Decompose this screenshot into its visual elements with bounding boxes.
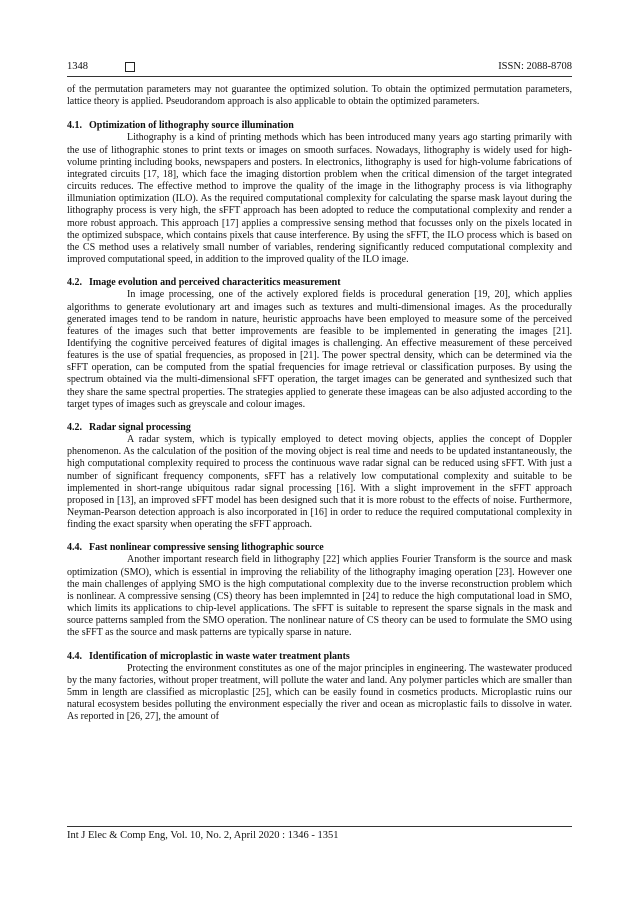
section-heading: [67, 120, 572, 132]
section-paragraph: A radar system, which is typically employed to detect moving objects, applies the concept of Doppler phenomenon. As the calculation of the position of the moving object is real time and needs to be updated instantaneously, the high computational complexity required to process the continuous wave radar signal can be reduced using sFFT. With just a number of significant frequency components, sFFT has a relatively low computational complexity and suitable to be implemented in short-range ubiquitous radar signal processing [16]. With a slight improvement in the sFFT approach proposed in [13], an improved sFFT model has been designed such that it is more robust to the effects of noise. Furthermore, Neyman-Pearson detection approach is also incorporated in [16] in order to reduce the required computational complexity in finding the exact sparsity when operating the sFFT approach.: [67, 434, 572, 531]
section-compressive-sensing: [67, 542, 572, 639]
page-header: [67, 60, 572, 77]
section-title: Identification of microplastic in waste water treatment plants: [89, 650, 350, 662]
section-number: 4.2.: [67, 421, 82, 433]
section-title: Fast nonlinear compressive sensing lithographic source: [89, 542, 324, 554]
page-number: 1348: [67, 61, 88, 72]
section-title: Optimization of lithography source illumination: [89, 120, 294, 132]
issn-label: ISSN: 2088-8708: [498, 61, 572, 72]
section-number: 4.2.: [67, 277, 82, 289]
section-heading: [67, 422, 572, 434]
section-paragraph: Lithography is a kind of printing methods which has been introduced many years ago starting primarily with the use of lithographic stones to print texts or images on smooth surfaces. Nowadays, lithography is widely used for high-volume printing including books, newspapers and posters. In electronics, lithography is used for high-volume fabrications of integrated circuits [17, 18], which face the imaging distortion problem when the critical dimension of the target integrated circuits reduces. The effective method to improve the quality of the image in the lithography process is via lithography illmuniation optimization (ILO). As the required computational complexity for calculating the sparse mask layout during the lithography process is very high, the sFFT approach has been adopted to reduce the computational complexity and render a more robust approach. This approach [17] applies a compressive sensing method that focusses only on the pixels located in the optimized subspace, which contains pixels that cause interference. By using the sFFT, the ILO process which is based on the CS method uses a relatively small number of variables, rendering significantly reduced computational complexity and improved computational speed, in addition to the improved quality of the ILO image.: [67, 132, 572, 266]
section-microplastic: [67, 651, 572, 724]
journal-citation: Int J Elec & Comp Eng, Vol. 10, No. 2, April 2020 : 1346 - 1351: [67, 830, 339, 841]
article-body: [67, 84, 572, 735]
section-paragraph: Protecting the environment constitutes as one of the major principles in engineering. The wastewater produced by the many factories, without proper treatment, will pollute the water and land. Any polymer particles which are smaller than 5mm in length are classified as microplastic [25], which can be easily found in cosmetics products. Microplastic ruins our natural ecosystem besides polluting the environment especially the river and ocean as microplastic fails to dissolve in water. As reported in [26, 27], the amount of: [67, 662, 572, 723]
section-radar-signal: [67, 422, 572, 531]
section-lithography-illumination: [67, 120, 572, 266]
page-footer: [67, 826, 572, 843]
section-image-evolution: [67, 277, 572, 411]
section-title: Radar signal processing: [89, 421, 191, 433]
section-heading: [67, 277, 572, 289]
section-paragraph: Another important research field in lithography [22] which applies Fourier Transform is the source and mask optimization (SMO), which is essential in improving the reliability of the lithography imaging operation [23]. However one the main challenges of applying SMO is the high computational complexity due to the inverse reconstruction problem which is nonlinear. A compressive sensing (CS) theory has been implemnted in [24] to reduce the high computational load in SMO, which limits its applications to chip-level applications. The sFFT is suitable to represent the sparse signals in the mask and source patterns sampled from the SMO operation. The nonlinear nature of CS theory can be used to formulate the SMO using the sFFT as the source and mask patterns are typically sparse in nature.: [67, 554, 572, 639]
intro-paragraph: of the permutation parameters may not guarantee the optimized solution. To obtain the optimized permutation parameters, lattice theory is applied. Pseudorandom approach is also applicable to obtain the optimized parameters.: [67, 84, 572, 108]
section-number: 4.4.: [67, 542, 82, 554]
section-title: Image evolution and perceived characteritics measurement: [89, 277, 341, 289]
section-heading: [67, 651, 572, 663]
section-heading: [67, 542, 572, 554]
section-number: 4.4.: [67, 650, 82, 662]
square-bullet-icon: [125, 62, 135, 72]
section-number: 4.1.: [67, 120, 82, 132]
section-paragraph: In image processing, one of the actively explored fields is procedural generation [19, 20], which applies algorithms to generate evolutionary art and images such as textures and multi-dimensional images. As the procedurally generated images tend to be random in nature, heuristic approachs have been employed to measure some of the perceived features of the images such that better improvements are feasible to be implemented in generating the images [21]. Identifying the cognitive perceived features of digital images is challenging. An effective measurement of these perceived features is the use of spatial frequencies, as proposed in [21]. The power spectral density, which can be determined via the sFFT operation, can be computed from the spatial frequencies for image retrieval or classification purposes. By using the spectrum obtained via the multi-dimensional sFFT operation, the target images can be generated and synthesized such that they share the same spectral properties. The strategies applied to generate these imageas can be also adjusted according to the target types of images such as greyscale and colour images.: [67, 289, 572, 410]
